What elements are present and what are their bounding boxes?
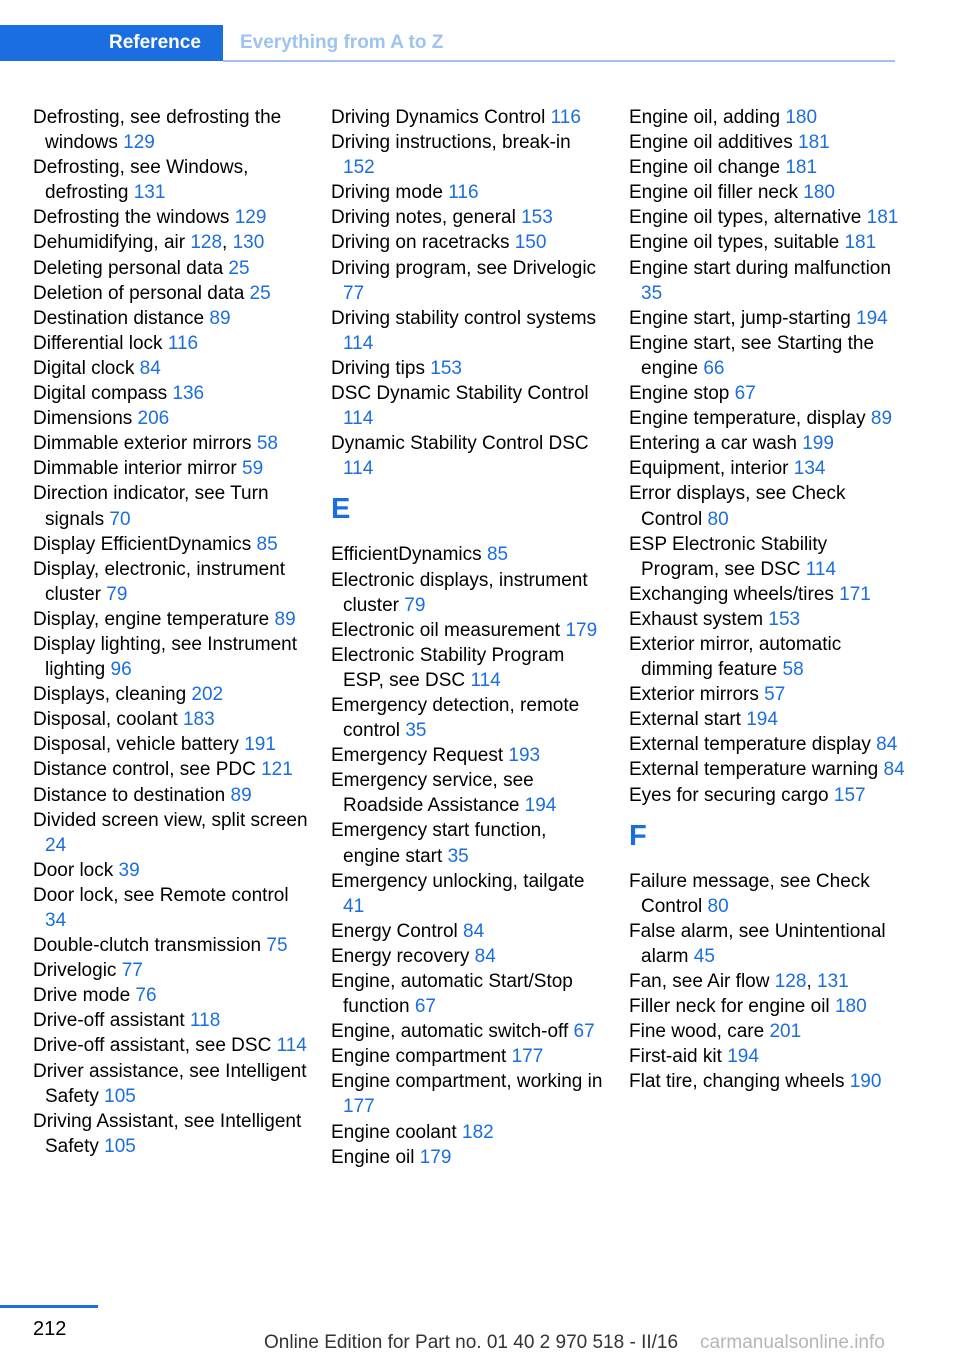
index-entry-text: Failure message, see Check Control [629, 870, 870, 917]
index-entry-text: Driving Assistant, see Intelligent Safety [33, 1110, 302, 1157]
index-entry [331, 1069, 606, 1119]
page-reference-link[interactable]: 116 [448, 182, 479, 204]
page-reference-link[interactable]: 206 [137, 408, 170, 430]
index-entry [33, 983, 308, 1008]
page-reference-link[interactable]: 134 [793, 458, 826, 480]
index-entry [33, 732, 308, 757]
index-entry-text: Display, electronic, instrument cluster [33, 558, 286, 605]
page-reference-link[interactable]: 128 [190, 232, 223, 254]
index-entry [331, 693, 606, 743]
index-entry [33, 808, 308, 858]
index-entry [629, 256, 909, 306]
index-entry-text: Defrosting the windows [33, 207, 235, 229]
index-column-1 [33, 105, 308, 1159]
page-reference-link[interactable]: 182 [462, 1121, 494, 1143]
page-reference-link[interactable]: 180 [803, 182, 835, 204]
page-reference-link[interactable]: 58 [256, 433, 278, 455]
index-entry-text: Driver assistance, see Intelligent Safety [33, 1060, 307, 1107]
index-entry [629, 481, 909, 531]
index-entry-text: Engine oil change [629, 157, 786, 179]
index-entry [331, 618, 606, 643]
index-entry-text: Emergency service, see Roadside Assistance [331, 770, 534, 817]
index-entry-text: Engine coolant [331, 1121, 462, 1143]
index-entry [33, 557, 308, 607]
page-reference-link[interactable]: 181 [785, 157, 818, 179]
page-reference-link[interactable]: 128 [774, 971, 807, 992]
page-reference-link[interactable]: 80 [707, 508, 729, 530]
index-entry [33, 783, 308, 808]
index-entry [331, 919, 606, 944]
index-letter-heading: F [629, 819, 647, 852]
index-entry [629, 869, 909, 919]
index-entry-text: Divided screen view, split screen [33, 809, 308, 831]
page-reference-link[interactable]: 114 [276, 1035, 307, 1057]
page-reference-link[interactable]: 190 [849, 1071, 882, 1093]
index-entry [629, 1019, 909, 1044]
page-reference-link[interactable]: 58 [782, 659, 804, 681]
index-entry [629, 783, 909, 808]
index-entry-text: Drive-off assistant [33, 1010, 190, 1032]
index-entry-text: Drivelogic [33, 960, 122, 982]
index-entry [331, 105, 606, 130]
index-entry-text: Electronic displays, instrument cluster [331, 569, 588, 616]
index-entry-text: Digital clock [33, 357, 140, 379]
index-entry-text: Entering a car wash [629, 433, 803, 455]
index-entry [629, 155, 909, 180]
page-reference-link[interactable]: 35 [405, 720, 427, 742]
page-reference-link[interactable]: 157 [833, 784, 866, 806]
page-reference-link[interactable]: 180 [834, 996, 867, 1018]
index-entry-text: Eyes for securing cargo [629, 784, 834, 806]
index-entry [629, 732, 909, 757]
index-entry-text: Dimmable exterior mirrors [33, 433, 257, 455]
page-reference-link[interactable]: 67 [734, 383, 756, 405]
index-entry-text: Flat tire, changing wheels [629, 1071, 850, 1093]
index-entry-text: DSC Dynamic Stability Control [331, 383, 589, 405]
index-entry-text: Distance to destination [33, 784, 231, 806]
index-entry [331, 1120, 606, 1145]
index-entry [33, 933, 308, 958]
index-entry [331, 1044, 606, 1069]
index-entry [331, 256, 606, 306]
page-reference-link[interactable]: 66 [703, 357, 725, 379]
index-entry-text: Engine stop [629, 383, 735, 405]
index-entry-text: Door lock, see Remote control [33, 884, 289, 906]
index-entry-text: Energy Control [331, 920, 464, 942]
page-header [0, 25, 960, 63]
index-entry [33, 532, 308, 557]
index-entry [331, 230, 606, 255]
index-entry [629, 707, 909, 732]
page-reference-link[interactable]: 114 [343, 408, 374, 430]
index-entry-text: Displays, cleaning [33, 684, 192, 706]
index-entry-text: Deletion of personal data [33, 282, 250, 304]
index-entry-text: Engine oil [331, 1146, 420, 1168]
index-entry [331, 568, 606, 618]
index-entry-text: ESP Electronic Stability Program, see DSC [629, 533, 828, 580]
index-entry-text: Exhaust system [629, 608, 769, 630]
page-reference-link[interactable]: 80 [707, 895, 729, 917]
index-entry [33, 682, 308, 707]
page-reference-link[interactable]: 194 [746, 709, 778, 731]
page-reference-link[interactable]: 77 [121, 960, 143, 982]
index-entry-text: External temperature warning [629, 759, 884, 781]
index-entry [331, 542, 606, 567]
page-reference-link[interactable]: 179 [419, 1146, 452, 1168]
index-entry-text: Engine oil, adding [629, 107, 786, 128]
index-entry [33, 481, 308, 531]
index-entry-text: Engine, automatic switch-off [331, 1021, 574, 1043]
page-reference-link[interactable]: 131 [133, 182, 166, 204]
index-entry-text: Differential lock [33, 332, 168, 354]
index-entry-text: Fan, see Air flow [629, 971, 775, 992]
page-reference-link[interactable]: 34 [45, 910, 67, 931]
index-entry [33, 1109, 308, 1159]
index-entry [629, 105, 909, 130]
index-entry-text: Electronic Stability Program ESP, see DSC [331, 644, 565, 691]
index-entry [33, 632, 308, 682]
index-entry-text: Engine start, jump-starting [629, 307, 857, 329]
index-entry [629, 456, 909, 481]
page-reference-link[interactable]: 171 [839, 583, 871, 605]
page-reference-link[interactable]: 153 [521, 207, 553, 229]
page-reference-link[interactable]: 67 [414, 996, 436, 1018]
index-entry-text: Disposal, coolant [33, 709, 183, 731]
page-reference-link[interactable]: 85 [486, 544, 509, 566]
index-entry-text: False alarm, see Unintentional alarm [629, 920, 886, 967]
page-reference-link[interactable]: 84 [463, 920, 485, 942]
page-reference-link[interactable]: 85 [256, 533, 278, 555]
index-entry [33, 607, 308, 632]
page-reference-link[interactable]: 84 [876, 734, 898, 756]
index-entry [33, 331, 308, 356]
index-entry [331, 205, 606, 230]
page-reference-link[interactable]: 199 [802, 433, 834, 455]
index-entry-text: Emergency start function, engine start [331, 820, 547, 867]
page-reference-link[interactable]: 114 [805, 558, 837, 580]
page-reference-link[interactable]: 116 [550, 107, 581, 128]
index-entry-text: Engine temperature, display [629, 408, 871, 430]
page-reference-link[interactable]: 79 [106, 583, 128, 605]
page-reference-link[interactable]: 181 [798, 132, 830, 154]
index-entry [629, 532, 909, 582]
index-entry-text: Driving notes, general [331, 207, 522, 229]
page-reference-link[interactable]: 179 [565, 619, 598, 641]
index-entry-text: Dimmable interior mirror [33, 458, 243, 480]
index-entry-text: Drive mode [33, 985, 136, 1007]
index-entry-text: External temperature display [629, 734, 877, 756]
index-entry [331, 1019, 606, 1044]
page-reference-link[interactable]: 25 [249, 282, 271, 304]
index-entry-text: EfficientDynamics [331, 544, 487, 566]
index-entry [331, 431, 606, 481]
page-reference-link[interactable]: 130 [232, 232, 265, 254]
page-reference-link[interactable]: 152 [343, 157, 375, 179]
index-entry [629, 632, 909, 682]
section-tab-a-to-z[interactable]: Everything from A to Z [240, 32, 444, 53]
page-reference-link[interactable]: 57 [764, 684, 786, 706]
index-entry [33, 205, 308, 230]
page-reference-link[interactable]: 84 [139, 357, 161, 379]
index-entry-text: Fine wood, care [629, 1021, 770, 1043]
page-reference-link[interactable]: 181 [844, 232, 877, 254]
index-entry-text: Destination distance [33, 307, 210, 329]
index-entry [629, 682, 909, 707]
index-entry [33, 456, 308, 481]
page-reference-link[interactable]: 118 [189, 1010, 221, 1032]
index-entry [629, 582, 909, 607]
index-entry [629, 381, 909, 406]
page-reference-link[interactable]: 193 [508, 745, 541, 767]
index-entry-text: Engine start, see Starting the engine [629, 332, 875, 379]
edition-note: Online Edition for Part no. 01 40 2 970 518 - II/16 [264, 1332, 679, 1353]
index-entry-text: Engine start during malfunction [629, 257, 891, 279]
index-entry [33, 1033, 308, 1058]
index-entry-text: Exterior mirror, automatic dimming feature [629, 633, 842, 681]
index-entry-text: Exchanging wheels/tires [629, 583, 840, 605]
page-reference-link[interactable]: 129 [234, 207, 267, 229]
page-reference-link[interactable]: 153 [768, 608, 801, 630]
index-entry: Fan, see Air flow 128, 131 [629, 971, 849, 992]
page-reference-link[interactable]: 89 [209, 307, 231, 329]
index-entry-text: Display lighting, see Instrument lighting [33, 633, 298, 681]
page-reference-link[interactable]: 202 [191, 684, 224, 706]
index-entry [33, 155, 308, 205]
index-entry-text: Energy recovery [331, 945, 475, 967]
index-entry-text: Emergency unlocking, tailgate [331, 870, 585, 892]
index-entry [331, 743, 606, 768]
index-entry-text: Engine oil filler neck [629, 182, 804, 204]
index-entry-text: Engine oil additives [629, 132, 798, 154]
page-reference-link[interactable]: 89 [274, 608, 296, 630]
page-reference-link[interactable]: 191 [244, 734, 276, 756]
page-reference-link[interactable]: 77 [343, 282, 365, 304]
index-entry-text: Electronic oil measurement [331, 619, 566, 641]
index-entry [331, 130, 606, 180]
page-reference-link[interactable]: 194 [524, 795, 557, 817]
page-reference-link[interactable]: 67 [573, 1021, 595, 1043]
page-reference-link[interactable]: 84 [883, 759, 905, 781]
page-reference-link[interactable]: 35 [641, 282, 663, 304]
page-reference-link[interactable]: 105 [104, 1085, 136, 1107]
header-rule [223, 60, 895, 62]
index-entry [629, 406, 909, 431]
page-reference-link[interactable]: 84 [474, 945, 496, 967]
page-reference-link[interactable]: 59 [242, 458, 264, 480]
page-reference-link[interactable]: 116 [167, 332, 199, 354]
index-entry [629, 230, 909, 255]
index-column-3 [629, 105, 909, 1094]
index-entry [33, 105, 308, 155]
page-reference-link[interactable]: 114 [343, 458, 374, 480]
index-entry-text: External start [629, 709, 747, 731]
index-entry [33, 256, 308, 281]
index-entry [33, 757, 308, 782]
index-entry [331, 180, 606, 205]
index-entry [629, 306, 909, 331]
index-entry-text: Engine compartment, working in [331, 1071, 603, 1093]
index-entry [331, 818, 606, 868]
index-entry [33, 381, 308, 406]
watermark: carmanualsonline.info [700, 1332, 885, 1353]
index-entry-text: Distance control, see PDC [33, 759, 262, 781]
index-entry-text: Driving program, see Drivelogic [331, 257, 597, 279]
index-entry-text: Emergency Request [331, 745, 509, 767]
index-entry [33, 406, 308, 431]
index-entry [33, 858, 308, 883]
index-entry [33, 281, 308, 306]
index-entry-text: Dimensions [33, 408, 138, 430]
page-reference-link[interactable]: 35 [447, 845, 469, 867]
index-entry [331, 306, 606, 356]
page-reference-link[interactable]: 201 [769, 1021, 802, 1043]
page-reference-link[interactable]: 180 [785, 107, 818, 128]
index-entry-text: Dehumidifying, air [33, 232, 191, 254]
index-entry-text: Engine, automatic Start/Stop function [331, 971, 573, 1018]
index-entry-text: Engine compartment [331, 1046, 512, 1068]
index-entry [629, 919, 909, 969]
index-entry-text: Engine oil types, suitable [629, 232, 845, 254]
page-reference-link[interactable]: 121 [261, 759, 293, 781]
index-entry [33, 1008, 308, 1033]
page-number: 212 [33, 1318, 67, 1340]
index-entry [33, 356, 308, 381]
section-tab-reference[interactable]: Reference [0, 25, 223, 61]
index-entry-text: Driving instructions, break-in [331, 132, 571, 154]
index-entry [629, 1044, 909, 1069]
index-entry-text: Display, engine temperature [33, 608, 275, 630]
index-entry [331, 643, 606, 693]
page-reference-link[interactable]: 89 [870, 408, 893, 430]
index-entry [331, 381, 606, 431]
footer-rule [0, 1305, 98, 1308]
index-entry-text: Driving stability control systems [331, 307, 597, 329]
page-reference-link[interactable]: 131 [817, 971, 849, 992]
index-entry-text: Filler neck for engine oil [629, 996, 835, 1018]
index-entry [331, 944, 606, 969]
page-reference-link[interactable]: 76 [135, 985, 157, 1007]
index-entry-text: Double-clutch transmission [33, 935, 267, 957]
index-entry: Dehumidifying, air 128, 130 [33, 232, 265, 254]
index-entry [33, 707, 308, 732]
index-entry [629, 331, 909, 381]
index-entry-text: Defrosting, see defrosting the windows [33, 107, 282, 154]
page-reference-link[interactable]: 96 [110, 659, 132, 681]
index-entry-text: Dynamic Stability Control DSC [331, 433, 589, 455]
index-entry [331, 1145, 606, 1170]
index-entry-text: Equipment, interior [629, 458, 794, 480]
page-reference-link[interactable]: 183 [182, 709, 215, 731]
page-reference-link[interactable]: 194 [727, 1046, 759, 1068]
index-entry-text: Driving on racetracks [331, 232, 515, 254]
page-reference-link[interactable]: 177 [511, 1046, 544, 1068]
index-entry-text: Digital compass [33, 383, 173, 405]
page-reference-link[interactable]: 45 [693, 945, 715, 967]
index-entry [629, 607, 909, 632]
index-entry [33, 958, 308, 983]
index-entry [331, 356, 606, 381]
page-reference-link[interactable]: 24 [45, 834, 67, 856]
page-reference-link[interactable]: 70 [109, 508, 131, 530]
page-reference-link[interactable]: 114 [470, 669, 501, 691]
index-letter-heading: E [331, 493, 351, 526]
index-entry [629, 180, 909, 205]
index-entry [33, 306, 308, 331]
index-entry [629, 1069, 909, 1094]
index-entry-text: Driving Dynamics Control [331, 107, 551, 128]
index-entry-text: Driving mode [331, 182, 449, 204]
index-entry [331, 768, 606, 818]
index-entry-text: Emergency detection, remote control [331, 694, 580, 742]
index-entry-text: Exterior mirrors [629, 684, 765, 706]
page-reference-link[interactable]: 105 [104, 1135, 136, 1157]
page-reference-link[interactable]: 194 [856, 307, 888, 329]
page-reference-link[interactable]: 89 [230, 784, 252, 806]
index-entry-text: Door lock [33, 859, 119, 881]
index-entry [629, 757, 909, 782]
index-entry-text: First-aid kit [629, 1046, 728, 1068]
index-column-2 [331, 105, 606, 1170]
index-entry-text: Drive-off assistant, see DSC [33, 1035, 277, 1057]
index-entry-text: Direction indicator, see Turn signals [33, 483, 269, 530]
page-reference-link[interactable]: 25 [228, 257, 250, 279]
page-reference-link[interactable]: 114 [343, 332, 374, 354]
index-entry-text: Deleting personal data [33, 257, 229, 279]
page-reference-link[interactable]: 136 [172, 383, 205, 405]
index-entry-text: Defrosting, see Windows, defrosting [33, 157, 249, 204]
index-entry [33, 431, 308, 456]
page-reference-link[interactable]: 181 [866, 207, 899, 229]
index-entry-text: Engine oil types, alternative [629, 207, 867, 229]
index-entry [33, 883, 308, 933]
page-reference-link[interactable]: 129 [123, 132, 155, 154]
index-entry-text: Disposal, vehicle battery [33, 734, 245, 756]
page-reference-link[interactable]: 177 [343, 1096, 375, 1118]
index-entry-text: Display EfficientDynamics [33, 533, 257, 555]
index-entry [629, 130, 909, 155]
page-reference-link[interactable]: 41 [343, 895, 365, 917]
index-entry [629, 431, 909, 456]
page-reference-link[interactable]: 39 [118, 859, 140, 881]
index-entry [629, 994, 909, 1019]
index-entry [331, 869, 606, 919]
page-reference-link[interactable]: 153 [430, 357, 462, 379]
page-reference-link[interactable]: 79 [404, 594, 426, 616]
index-entry-text: Driving tips [331, 357, 431, 379]
index-entry [33, 1059, 308, 1109]
page-reference-link[interactable]: 150 [514, 232, 547, 254]
index-entry-text: Error displays, see Check Control [629, 483, 846, 530]
index-entry [331, 969, 606, 1019]
index-entry [629, 205, 909, 230]
page-reference-link[interactable]: 75 [266, 935, 288, 957]
